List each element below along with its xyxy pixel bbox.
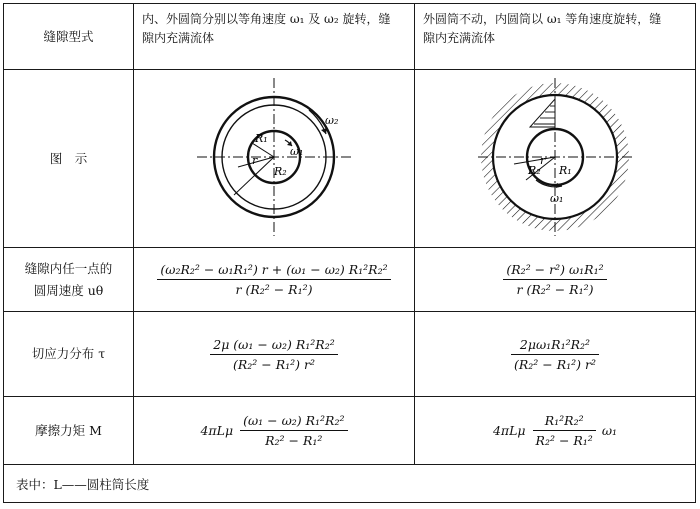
torque-label <box>4 397 134 465</box>
label-r2: R₂ <box>528 163 541 177</box>
label-r1: R₁ <box>255 131 268 145</box>
velocity-row <box>4 248 696 312</box>
label-r1: R₁ <box>559 163 572 177</box>
velocity-formula-case-2 <box>415 248 696 312</box>
shear-row <box>4 312 696 397</box>
header-case-1 <box>134 4 415 70</box>
torque-fraction-case-2 <box>533 413 596 448</box>
label-omega2: ω₂ <box>325 113 339 127</box>
torque-formula-case-2 <box>415 397 696 465</box>
header-case-2 <box>415 4 696 70</box>
diagram-case-2-cell <box>415 70 696 248</box>
velocity-formula-case-1 <box>134 248 415 312</box>
diagram-case-1-cell <box>134 70 415 248</box>
shear-numerator-case-2: 2μω₁R₁²R₂² <box>511 337 599 355</box>
shear-label-text: 切应力分布 τ <box>31 346 106 361</box>
velocity-fraction-case-1 <box>157 262 390 297</box>
shear-denominator-case-2: (R₂² − R₁²) r² <box>513 356 596 372</box>
shear-formula-case-2 <box>415 312 696 397</box>
label-omega1: ω₁ <box>550 191 564 205</box>
rotating-cylinders-diagram <box>189 72 359 242</box>
velocity-denominator-case-1: r (R₂² − R₁²) <box>235 282 313 297</box>
header-gap-type <box>4 4 134 70</box>
shear-fraction-case-2 <box>511 337 599 372</box>
note-row <box>4 465 696 503</box>
torque-denominator-case-2: R₂² − R₁² <box>535 433 593 448</box>
table-note <box>4 465 696 503</box>
header-row <box>4 4 696 70</box>
velocity-label-line1: 缝隙内任一点的 <box>24 260 113 276</box>
fixed-outer-cylinder-diagram <box>470 72 640 242</box>
diagram-label <box>4 70 134 248</box>
velocity-numerator-case-1: (ω₂R₂² − ω₁R₁²) r + (ω₁ − ω₂) R₁²R₂² <box>157 262 390 280</box>
diagram-label-text: 图 示 <box>49 150 88 166</box>
label-r2: R₂ <box>274 164 287 178</box>
torque-numerator-case-1: (ω₁ − ω₂) R₁²R₂² <box>240 413 347 431</box>
shear-fraction-case-1 <box>210 337 337 372</box>
torque-label-text: 摩擦力矩 M <box>35 422 102 438</box>
header-case-1-line2: 隙内充满流体 <box>142 31 215 45</box>
shear-denominator-case-1: (R₂² − R₁²) r² <box>232 356 315 372</box>
header-gap-type-text: 缝隙型式 <box>43 28 94 44</box>
header-case-1-line1: 内、外圆筒分别以等角速度 ω₁ 及 ω₂ 旋转，缝 <box>142 12 391 26</box>
diagram-row <box>4 70 696 248</box>
torque-row <box>4 397 696 465</box>
velocity-denominator-case-2: r (R₂² − R₁²) <box>516 282 594 297</box>
shear-numerator-case-1: 2μ (ω₁ − ω₂) R₁²R₂² <box>210 337 337 355</box>
torque-suffix-case-2: ω₁ <box>601 423 618 438</box>
torque-fraction-case-1 <box>240 413 347 448</box>
velocity-numerator-case-2: (R₂² − r²) ω₁R₁² <box>503 262 606 280</box>
torque-formula-case-1 <box>134 397 415 465</box>
shear-formula-case-1 <box>134 312 415 397</box>
torque-denominator-case-1: R₂² − R₁² <box>265 433 323 448</box>
label-r: r <box>540 153 546 167</box>
label-r: r <box>252 153 258 167</box>
label-omega1: ω₁ <box>290 144 304 158</box>
torque-numerator-case-2: R₁²R₂² <box>533 413 596 431</box>
gap-flow-table <box>3 3 696 503</box>
velocity-fraction-case-2 <box>503 262 606 297</box>
shear-label <box>4 312 134 397</box>
velocity-label <box>4 248 134 312</box>
torque-prefix-case-2: 4πLμ <box>492 423 526 438</box>
torque-prefix-case-1: 4πLμ <box>200 423 234 438</box>
table-note-text: 表中：L——圆柱筒长度 <box>16 476 150 492</box>
velocity-label-line2: 圆周速度 uθ <box>33 282 104 298</box>
header-case-2-line1: 外圆筒不动，内圆筒以 ω₁ 等角速度旋转，缝 <box>423 12 662 26</box>
header-case-2-line2: 隙内充满流体 <box>423 31 496 45</box>
